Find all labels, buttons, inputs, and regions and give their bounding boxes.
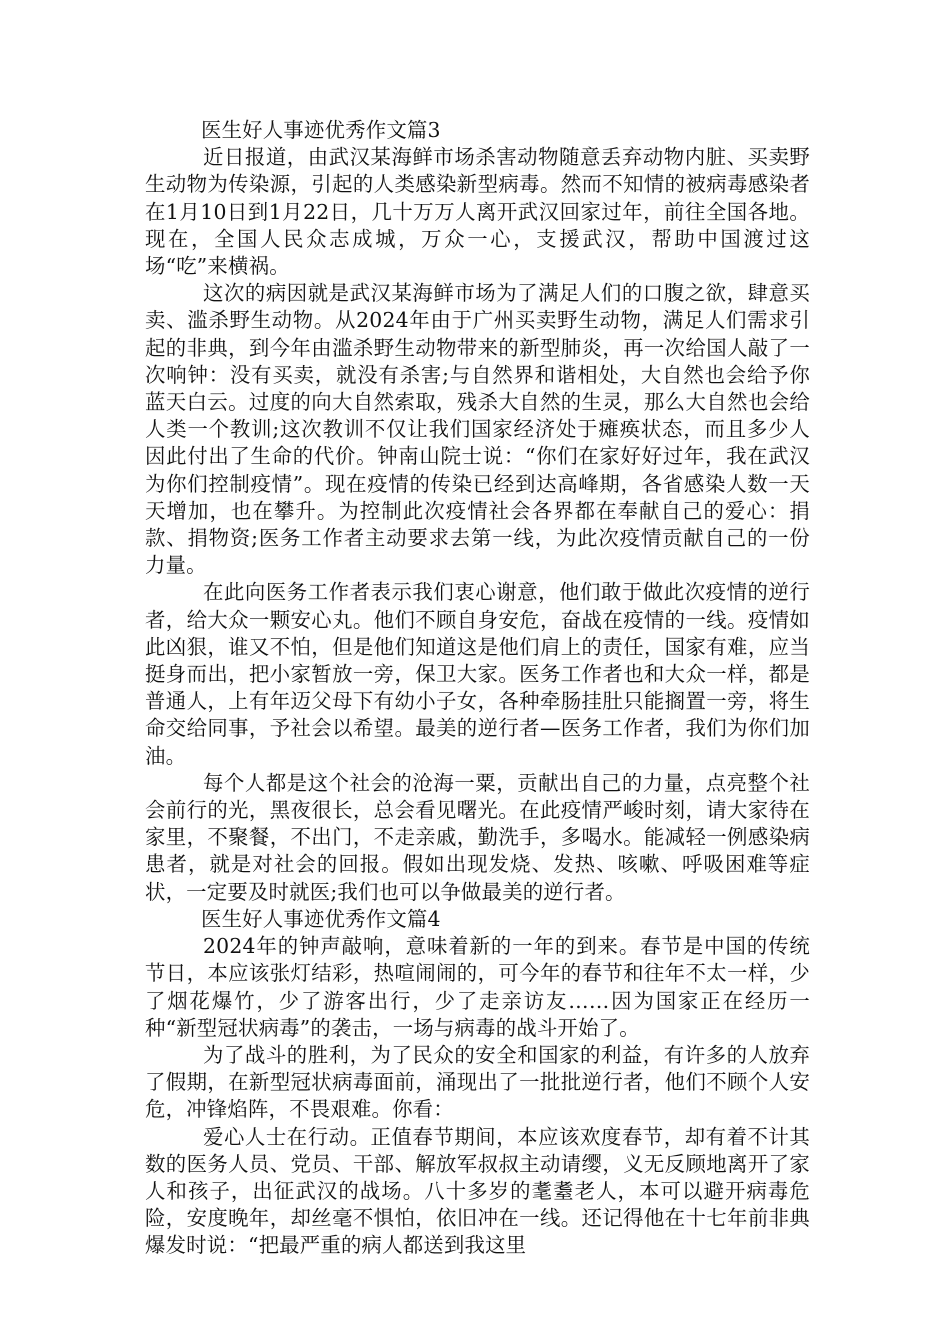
paragraph: 在此向医务工作者表示我们衷心谢意，他们敢于做此次疫情的逆行者，给大众一颗安心丸。他们不顾自身安危，奋战在疫情的一线。疫情如此凶狠，谁又不怕，但是他们知道这是他们肩上的责任，国家有难，应当挺身而出，把小家暂放一旁，保卫大家。医务工作者也和大众一样，都是普通人，上有年迈父母下有幼小子女，各种牵肠挂肚只能搁置一旁，将生命交给同事，予社会以希望。最美的逆行者—医务工作者，我们为你们加油。 (145, 580, 810, 768)
section-heading: 医生好人事迹优秀作文篇3 (201, 118, 441, 142)
essay-section-3 (145, 117, 810, 906)
paragraph: 为了战斗的胜利，为了民众的安全和国家的利益，有许多的人放弃了假期，在新型冠状病毒面前，涌现出了一批批逆行者，他们不顾个人安危，冲锋焰阵，不畏艰难。你看： (145, 1042, 810, 1122)
section-heading: 医生好人事迹优秀作文篇4 (201, 906, 441, 931)
document-page (145, 117, 810, 1260)
paragraph: 这次的病因就是武汉某海鲜市场为了满足人们的口腹之欲，肆意买卖、滥杀野生动物。从2024年由于广州买卖野生动物，满足人们需求引起的非典，到今年由滥杀野生动物带来的新型肺炎，再一次给国人敲了一次响钟：没有买卖，就没有杀害;与自然界和谐相处，大自然也会给予你蓝天白云。过度的向大自然索取，残杀大自然的生灵，那么大自然也会给人类一个教训;这次教训不仅让我们国家经济处于瘫痪状态，而且多少人因此付出了生命的代价。钟南山院士说：“你们在家好好过年，我在武汉为你们控制疫情”。现在疫情的传染已经到达高峰期，各省感染人数一天天增加，也在攀升。为控制此次疫情社会各界都在奉献自己的爱心：捐款、捐物资;医务工作者主动要求去第一线，为此次疫情贡献自己的一份力量。 (145, 281, 810, 578)
paragraph: 每个人都是这个社会的沧海一粟，贡献出自己的力量，点亮整个社会前行的光，黑夜很长，总会看见曙光。在此疫情严峻时刻，请大家待在家里，不聚餐，不出门，不走亲戚，勤洗手，多喝水。能减轻一例感染病患者，就是对社会的回报。假如出现发烧、发热、咳嗽、呼吸困难等症状，一定要及时就医;我们也可以争做最美的逆行者。 (145, 770, 810, 904)
paragraph: 2024年的钟声敲响，意味着新的一年的到来。春节是中国的传统节日，本应该张灯结彩，热喧闹闹的，可今年的春节和往年不太一样，少了烟花爆竹，少了游客出行，少了走亲访友……因为国家正在经历一种“新型冠状病毒”的袭击，一场与病毒的战斗开始了。 (145, 934, 810, 1040)
essay-section-4 (145, 906, 810, 1260)
paragraph: 近日报道，由武汉某海鲜市场杀害动物随意丢弃动物内脏、买卖野生动物为传染源，引起的人类感染新型病毒。然而不知情的被病毒感染者在1月10日到1月22日，几十万万人离开武汉回家过年，前往全国各地。现在，全国人民众志成城，万众一心，支援武汉，帮助中国渡过这场“吃”来横祸。 (145, 145, 810, 279)
paragraph: 爱心人士在行动。正值春节期间，本应该欢度春节，却有着不计其数的医务人员、党员、干部、解放军叔叔主动请缨，义无反顾地离开了家人和孩子，出征武汉的战场。八十多岁的耄耋老人，本可以避开病毒危险，安度晚年，却丝毫不惧怕，依旧冲在一线。还记得他在十七年前非典爆发时说：“把最严重的病人都送到我这里 (145, 1124, 810, 1258)
